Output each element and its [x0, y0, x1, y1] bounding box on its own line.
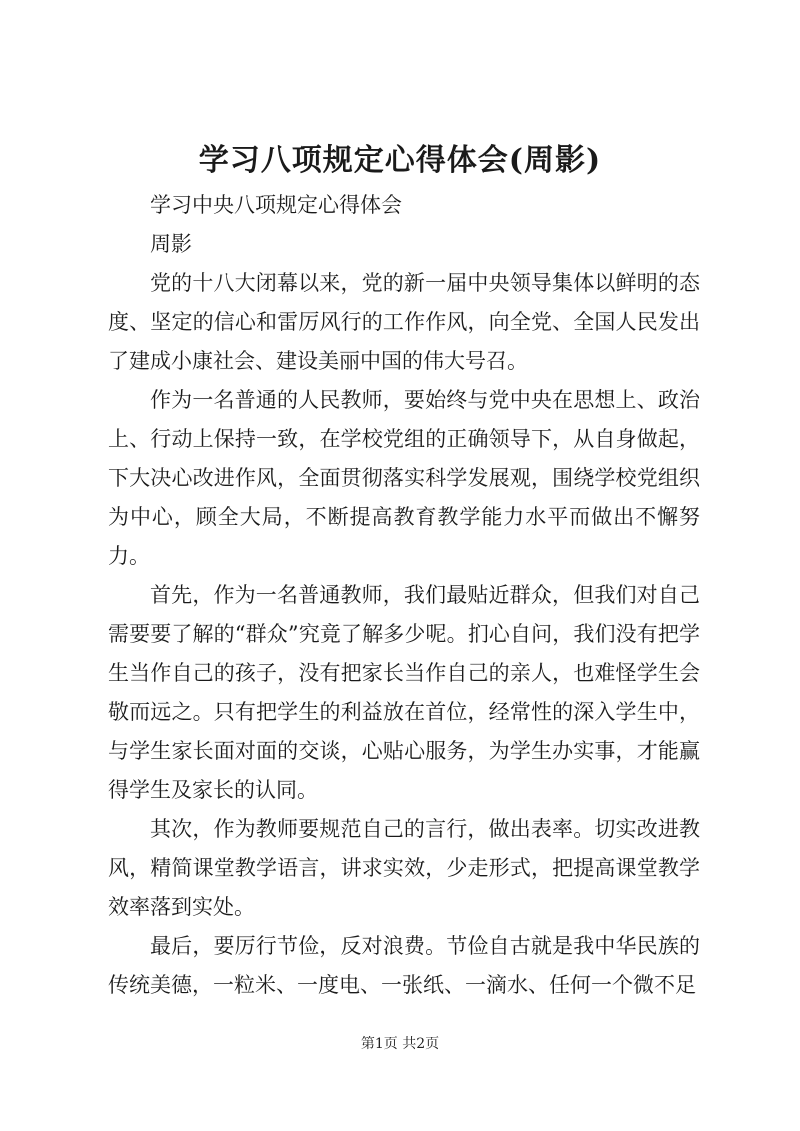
- document-title: 学习八项规定心得体会(周影): [198, 143, 602, 178]
- paragraph: 其次，作为教师要规范自己的言行，做出表率。切实改进教风，精简课堂教学语言，讲求实效，少走形式，把提高课堂教学效率落到实处。: [108, 817, 700, 919]
- page-footer: 第1页 共2页: [360, 1036, 440, 1052]
- document-body: [108, 186, 700, 1005]
- author-line: 周影: [150, 232, 192, 256]
- paragraph: 作为一名普通的人民教师，要始终与党中央在思想上、政治上、行动上保持一致，在学校党组的正确领导下，从自身做起，下大决心改进作风，全面贯彻落实科学发展观，围绕学校党组织为中心，顾全大局，不断提高教育教学能力水平而做出不懈努力。: [108, 388, 700, 568]
- subtitle-line: 学习中央八项规定心得体会: [150, 193, 402, 217]
- paragraph: 首先，作为一名普通教师，我们最贴近群众，但我们对自己需要要了解的“群众”究竟了解多少呢。扪心自问，我们没有把学生当作自己的孩子，没有把家长当作自己的亲人，也难怪学生会敬而远之。只有把学生的利益放在首位，经常性的深入学生中，与学生家长面对面的交谈，心贴心服务，为学生办实事，才能赢得学生及家长的认同。: [108, 583, 700, 802]
- paragraph: 党的十八大闭幕以来，党的新一届中央领导集体以鲜明的态度、坚定的信心和雷厉风行的工作作风，向全党、全国人民发出了建成小康社会、建设美丽中国的伟大号召。: [108, 271, 700, 373]
- paragraph: 最后，要厉行节俭，反对浪费。节俭自古就是我中华民族的传统美德，一粒米、一度电、一张纸、一滴水、任何一个微不足: [108, 934, 700, 997]
